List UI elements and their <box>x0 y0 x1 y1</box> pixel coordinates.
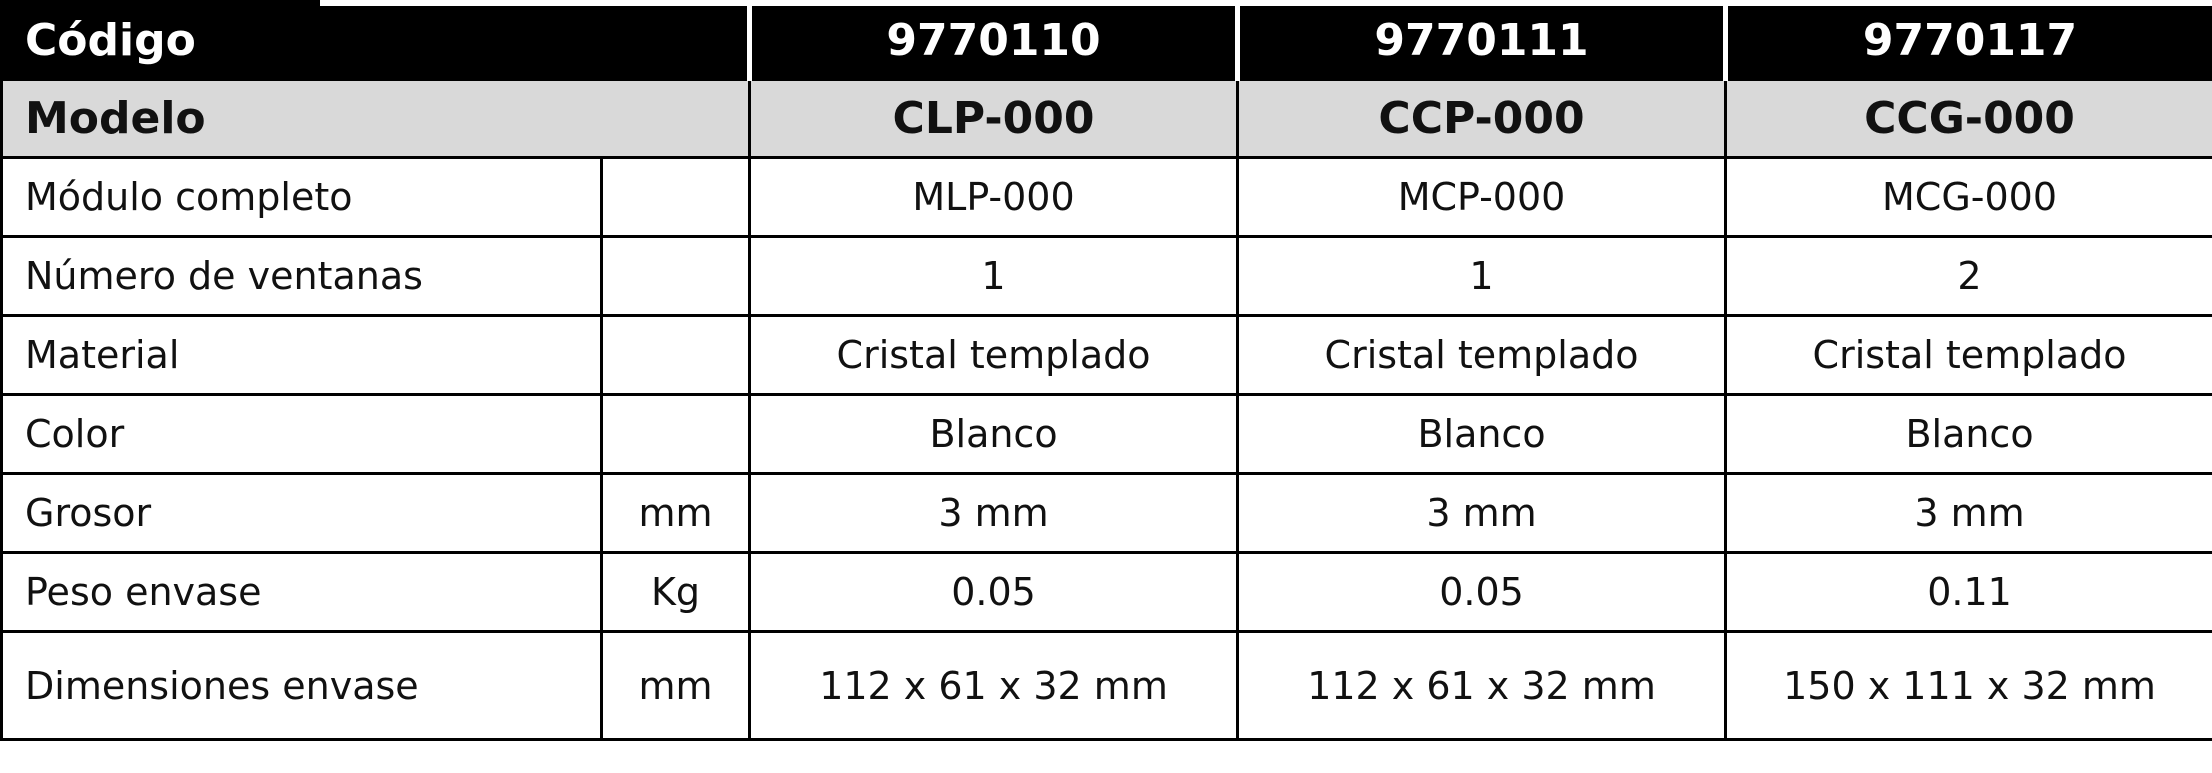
table-row-modulo-completo <box>2 158 2212 237</box>
table-row-modelo <box>2 80 2212 158</box>
cell-modelo-col1: CLP-000 <box>750 80 1238 158</box>
row-unit-dimensiones-envase: mm <box>602 632 750 740</box>
cell-grosor-col2: 3 mm <box>1238 474 1726 553</box>
row-unit-modulo-completo <box>602 158 750 237</box>
cell-modelo-col2: CCP-000 <box>1238 80 1726 158</box>
cell-modelo-col3: CCG-000 <box>1726 80 2212 158</box>
cell-codigo-col3: 9770117 <box>1726 2 2212 80</box>
row-label-numero-de-ventanas: Número de ventanas <box>2 237 602 316</box>
cell-material-col3: Cristal templado <box>1726 316 2212 395</box>
table-row-grosor <box>2 474 2212 553</box>
row-unit-numero-de-ventanas <box>602 237 750 316</box>
table-row-color <box>2 395 2212 474</box>
row-unit-color <box>602 395 750 474</box>
row-label-modulo-completo: Módulo completo <box>2 158 602 237</box>
cell-numero-de-ventanas-col1: 1 <box>750 237 1238 316</box>
cell-dimensiones-envase-col2: 112 x 61 x 32 mm <box>1238 632 1726 740</box>
cell-codigo-col1: 9770110 <box>750 2 1238 80</box>
row-label-modelo: Modelo <box>2 80 750 158</box>
table-row-material <box>2 316 2212 395</box>
cell-grosor-col3: 3 mm <box>1726 474 2212 553</box>
cell-material-col1: Cristal templado <box>750 316 1238 395</box>
cell-color-col2: Blanco <box>1238 395 1726 474</box>
cell-peso-envase-col1: 0.05 <box>750 553 1238 632</box>
cell-modulo-completo-col1: MLP-000 <box>750 158 1238 237</box>
row-unit-grosor: mm <box>602 474 750 553</box>
cell-color-col1: Blanco <box>750 395 1238 474</box>
cell-dimensiones-envase-col1: 112 x 61 x 32 mm <box>750 632 1238 740</box>
row-label-codigo: Código <box>2 2 750 80</box>
row-unit-material <box>602 316 750 395</box>
row-label-peso-envase: Peso envase <box>2 553 602 632</box>
top-edge-strip <box>0 0 2212 6</box>
cell-grosor-col1: 3 mm <box>750 474 1238 553</box>
cell-peso-envase-col2: 0.05 <box>1238 553 1726 632</box>
cell-peso-envase-col3: 0.11 <box>1726 553 2212 632</box>
row-label-color: Color <box>2 395 602 474</box>
cell-numero-de-ventanas-col3: 2 <box>1726 237 2212 316</box>
row-label-grosor: Grosor <box>2 474 602 553</box>
top-edge-strip-dark <box>0 0 320 6</box>
table-row-code <box>2 2 2212 80</box>
row-label-material: Material <box>2 316 602 395</box>
row-unit-peso-envase: Kg <box>602 553 750 632</box>
cell-material-col2: Cristal templado <box>1238 316 1726 395</box>
cell-codigo-col2: 9770111 <box>1238 2 1726 80</box>
row-label-dimensiones-envase: Dimensiones envase <box>2 632 602 740</box>
cell-modulo-completo-col3: MCG-000 <box>1726 158 2212 237</box>
cell-numero-de-ventanas-col2: 1 <box>1238 237 1726 316</box>
table-row-peso-envase <box>2 553 2212 632</box>
cell-color-col3: Blanco <box>1726 395 2212 474</box>
cell-modulo-completo-col2: MCP-000 <box>1238 158 1726 237</box>
table-row-numero-de-ventanas <box>2 237 2212 316</box>
cell-dimensiones-envase-col3: 150 x 111 x 32 mm <box>1726 632 2212 740</box>
table-row-dimensiones-envase <box>2 632 2212 740</box>
